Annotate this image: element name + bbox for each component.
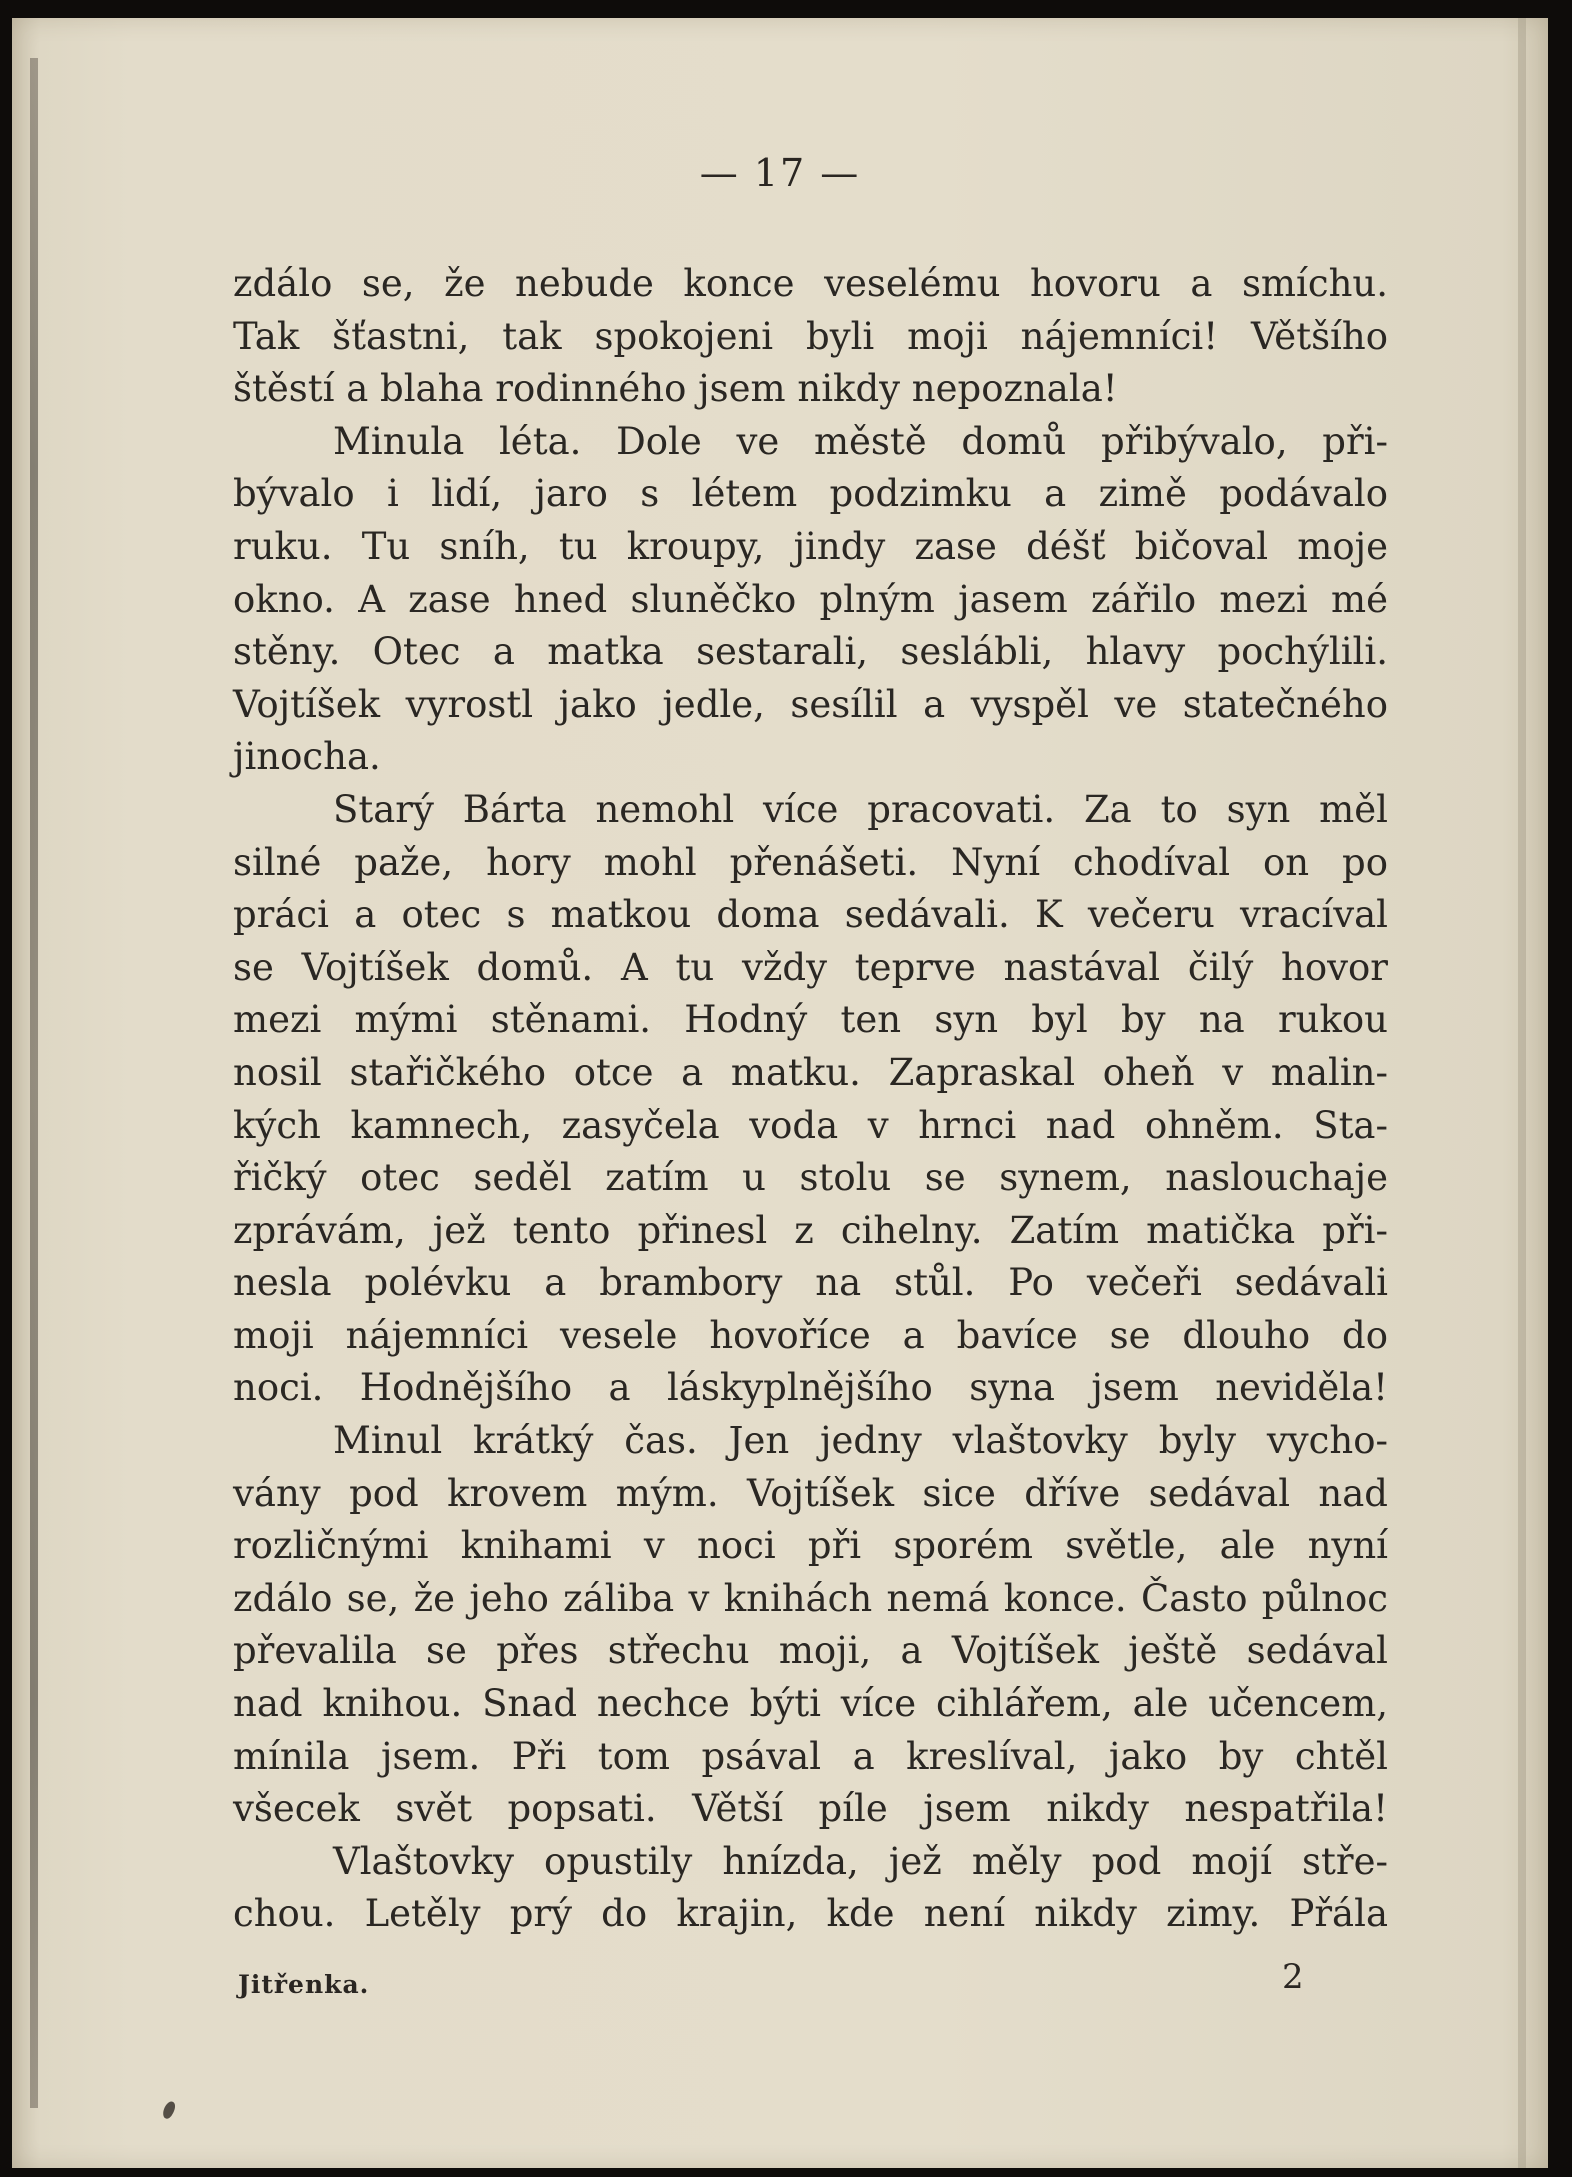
text-line: štěstí a blaha rodinného jsem nikdy nepoznala! [233,367,1118,411]
text-line: ruku. Tu sníh, tu kroupy, jindy zase déšť bičoval moje [233,524,1388,568]
body-text [233,258,1388,1941]
text-line: Minul krátký čas. Jen jedny vlaštovky byly vycho- [333,1419,1388,1463]
text-line: nesla polévku a brambory na stůl. Po večeři sedávali [233,1261,1388,1305]
text-line: práci a otec s matkou doma sedávali. K večeru vracíval [233,893,1388,937]
text-line: všecek svět popsati. Větší píle jsem nikdy nespatřila! [233,1787,1388,1831]
text-line: okno. A zase hned sluněčko plným jasem zářilo mezi mé [233,577,1388,621]
text-line: Vojtíšek vyrostl jako jedle, sesílil a vyspěl ve statečného [233,682,1388,726]
text-line: mezi mými stěnami. Hodný ten syn byl by na rukou [233,998,1388,1042]
text-line: rozličnými knihami v noci při sporém světle, ale nyní [233,1524,1388,1568]
ink-blot [161,2100,178,2121]
text-line: silné paže, hory mohl přenášeti. Nyní chodíval on po [233,840,1388,884]
text-line: moji nájemníci vesele hovoříce a bavíce se dlouho do [233,1313,1388,1357]
text-line: řičký otec seděl zatím u stolu se synem, naslouchaje [233,1156,1388,1200]
page-number-header: — 17 — [699,151,861,195]
text-line: noci. Hodnějšího a láskyplnějšího syna jsem neviděla! [233,1366,1388,1410]
text-line: bývalo i lidí, jaro s létem podzimku a zimě podávalo [233,472,1388,516]
text-line: vány pod krovem mým. Vojtíšek sice dříve sedával nad [233,1471,1388,1515]
text-line: chou. Letěly prý do krajin, kde není nikdy zimy. Přála [233,1892,1388,1936]
text-line: nad knihou. Snad nechce býti více cihlářem, ale učencem, [233,1682,1388,1726]
text-line: mínila jsem. Při tom psával a kreslíval, jako by chtěl [233,1734,1388,1778]
signature-mark: Jitřenka. [238,1970,370,1999]
text-line: se Vojtíšek domů. A tu vždy teprve nastával čilý hovor [233,945,1388,989]
text-line: stěny. Otec a matka sestarali, seslábli, hlavy pochýlili. [233,630,1388,674]
text-line: Tak šťastni, tak spokojeni byli moji nájemníci! Většího [233,314,1388,358]
page-edge [1518,18,1526,2168]
text-line: kých kamnech, zasyčela voda v hrnci nad ohněm. Sta- [233,1103,1388,1147]
text-line: zdálo se, že jeho záliba v knihách nemá konce. Často půlnoc [233,1576,1388,1620]
text-line: Starý Bárta nemohl více pracovati. Za to syn měl [333,787,1388,831]
text-line: zdálo se, že nebude konce veselému hovoru a smíchu. [233,262,1388,305]
text-line: jinocha. [233,735,381,779]
text-line: Vlaštovky opustily hnízda, jež měly pod mojí stře- [333,1839,1388,1883]
text-line: zprávám, jež tento přinesl z cihelny. Zatím matička při- [233,1208,1388,1252]
binding-gutter [30,58,38,2108]
text-line: převalila se přes střechu moji, a Vojtíšek ještě sedával [233,1629,1388,1673]
text-line: Minula léta. Dole ve městě domů přibývalo, při- [333,419,1388,463]
text-line: nosil stařičkého otce a matku. Zapraskal oheň v malin- [233,1050,1388,1094]
book-page [12,18,1548,2168]
sheet-number: 2 [1282,1957,1304,1997]
